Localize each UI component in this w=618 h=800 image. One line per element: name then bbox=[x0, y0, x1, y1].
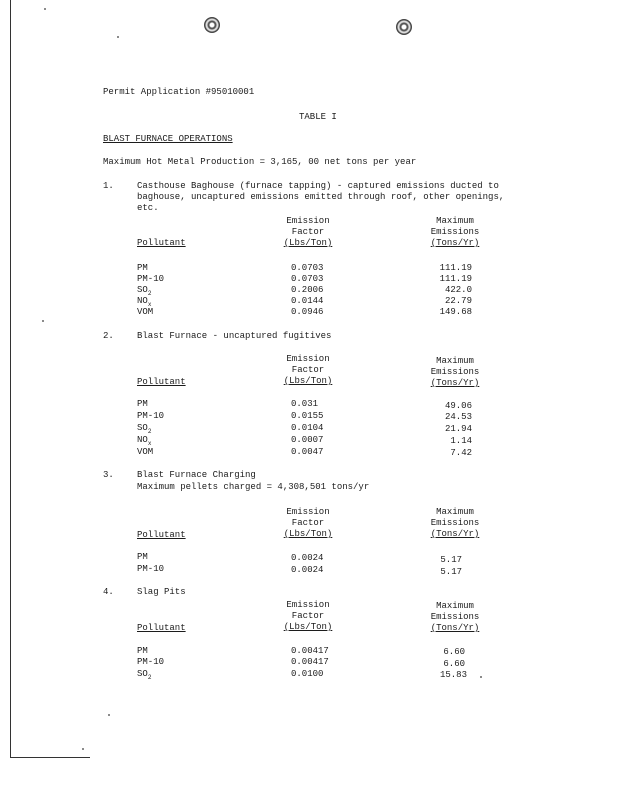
pollutant-name: $SO_2$ bbox=[137, 669, 152, 681]
col-header-pollutant: Pollutant bbox=[137, 530, 186, 540]
section-title-line: baghouse, uncaptured emissions emitted through roof, other openings, bbox=[137, 192, 505, 202]
emission-factor: 0.0104 bbox=[291, 423, 324, 433]
emission-factor: 0.0703 bbox=[291, 263, 324, 273]
section-number: 3. bbox=[103, 470, 114, 480]
section-title: BLAST FURNACE OPERATIONS bbox=[103, 134, 233, 144]
col-header-pollutant: Pollutant bbox=[137, 238, 186, 248]
emission-factor: 0.0007 bbox=[291, 435, 324, 445]
scan-speck bbox=[82, 748, 84, 750]
pollutant-name: PM bbox=[137, 263, 148, 273]
emission-factor: 0.00417 bbox=[291, 646, 329, 656]
permit-application-number: Permit Application #95010001 bbox=[103, 87, 255, 97]
pollutant-name: PM bbox=[137, 646, 148, 656]
emission-factor: 0.031 bbox=[291, 399, 319, 409]
max-emissions: 7.42 bbox=[450, 448, 472, 458]
emission-factor: 0.0100 bbox=[291, 669, 324, 679]
max-emissions: 6.60 bbox=[443, 659, 465, 669]
col-header-factor: Emission Factor (Lbs/Ton) bbox=[283, 600, 333, 632]
col-header-factor: Emission Factor (Lbs/Ton) bbox=[283, 354, 333, 386]
section-title-line: Blast Furnace - uncaptured fugitives bbox=[137, 331, 332, 341]
scan-speck bbox=[117, 36, 119, 38]
emission-factor: 0.0703 bbox=[291, 274, 324, 284]
section-number: 1. bbox=[103, 181, 114, 191]
pollutant-name: $NO_x$ bbox=[137, 296, 152, 308]
pollutant-name: PM-10 bbox=[137, 564, 165, 574]
pollutant-name: PM-10 bbox=[137, 657, 165, 667]
section-title-line: Slag Pits bbox=[137, 587, 186, 597]
scan-speck bbox=[42, 320, 44, 322]
col-header-emissions: Maximum Emissions (Tons/Yr) bbox=[430, 356, 480, 388]
pollutant-name: VOM bbox=[137, 447, 154, 457]
section-title-line: Casthouse Baghouse (furnace tapping) - captured emissions ducted to bbox=[137, 181, 499, 191]
pollutant-name: $SO_2$ bbox=[137, 423, 152, 435]
col-header-factor: Emission Factor (Lbs/Ton) bbox=[283, 507, 333, 539]
col-header-emissions: Maximum Emissions (Tons/Yr) bbox=[430, 507, 480, 539]
max-emissions: 49.06 bbox=[444, 401, 472, 411]
max-emissions: 24.53 bbox=[444, 412, 472, 422]
max-emissions: 5.17 bbox=[440, 555, 462, 565]
pollutant-name: PM-10 bbox=[137, 274, 165, 284]
pollutant-name: $SO_2$ bbox=[137, 285, 152, 297]
emission-factor: 0.0024 bbox=[291, 553, 324, 563]
emission-factor: 0.0047 bbox=[291, 447, 324, 457]
pollutant-name: $NO_x$ bbox=[137, 435, 152, 447]
max-emissions: 1.14 bbox=[450, 436, 472, 446]
scan-speck bbox=[480, 676, 482, 678]
left-page-edge-rule bbox=[10, 0, 11, 757]
emission-factor: 0.0946 bbox=[291, 307, 324, 317]
max-emissions: 111.19 bbox=[439, 274, 472, 284]
section-title-line: Blast Furnace Charging bbox=[137, 470, 256, 480]
col-header-factor: Emission Factor (Lbs/Ton) bbox=[283, 216, 333, 248]
max-emissions: 422.0 bbox=[444, 285, 472, 295]
max-emissions: 149.68 bbox=[439, 307, 472, 317]
emission-factor: 0.0024 bbox=[291, 565, 324, 575]
col-header-emissions: Maximum Emissions (Tons/Yr) bbox=[430, 601, 480, 633]
table-title: TABLE I bbox=[299, 112, 337, 122]
emission-factor: 0.0144 bbox=[291, 296, 324, 306]
pollutant-name: PM bbox=[137, 399, 148, 409]
max-emissions: 21.94 bbox=[444, 424, 472, 434]
hole-punch-mark-right bbox=[396, 19, 412, 35]
section-number: 4. bbox=[103, 587, 114, 597]
section-subtitle-line: Maximum pellets charged = 4,308,501 tons/yr bbox=[137, 482, 370, 492]
scan-speck bbox=[44, 8, 46, 10]
max-emissions: 5.17 bbox=[440, 567, 462, 577]
pollutant-name: VOM bbox=[137, 307, 154, 317]
max-emissions: 111.19 bbox=[439, 263, 472, 273]
col-header-emissions: Maximum Emissions (Tons/Yr) bbox=[430, 216, 480, 248]
emission-factor: 0.2006 bbox=[291, 285, 324, 295]
max-emissions: 15.83 bbox=[439, 670, 467, 680]
max-production-line: Maximum Hot Metal Production = 3,165, 00 net tons per year bbox=[103, 157, 417, 167]
section-number: 2. bbox=[103, 331, 114, 341]
hole-punch-mark-left bbox=[204, 17, 220, 33]
pollutant-name: PM bbox=[137, 552, 148, 562]
bottom-page-rule bbox=[10, 757, 90, 758]
section-title-line: etc. bbox=[137, 203, 159, 213]
col-header-pollutant: Pollutant bbox=[137, 623, 186, 633]
emission-factor: 0.0155 bbox=[291, 411, 324, 421]
max-emissions: 6.60 bbox=[443, 647, 465, 657]
scan-speck bbox=[108, 714, 110, 716]
emission-factor: 0.00417 bbox=[291, 657, 329, 667]
max-emissions: 22.79 bbox=[444, 296, 472, 306]
pollutant-name: PM-10 bbox=[137, 411, 165, 421]
col-header-pollutant: Pollutant bbox=[137, 377, 186, 387]
